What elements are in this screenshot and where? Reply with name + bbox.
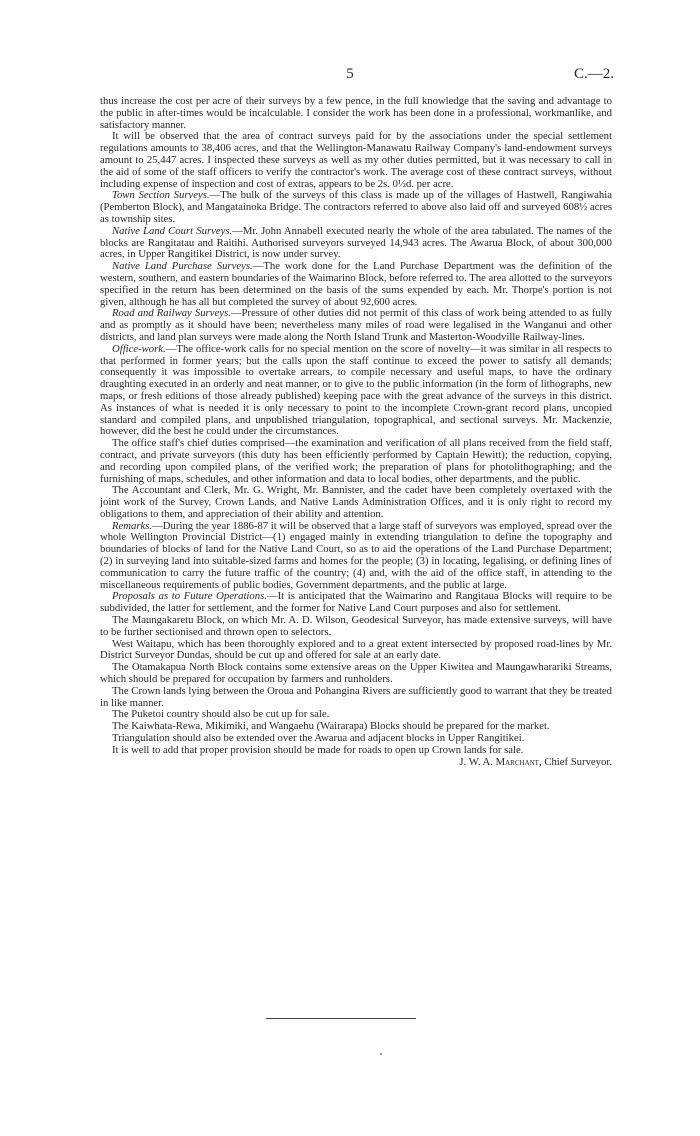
section-heading: Native Land Purchase Surveys. [112, 260, 253, 273]
paragraph: Road and Railway Surveys.—Pressure of other duties did not permit of this class of work being attended to as fully and as promptly as it should have been; nevertheless many miles of road were legalised in the Wanganui and other districts, and land plan surveys were made along the North Island Trunk and Masterton-Woodville Railway-lines. [100, 307, 612, 343]
paragraph: The Puketoi country should also be cut up for sale. [112, 708, 330, 721]
paragraph: Proposals as to Future Operations.—It is anticipated that the Waimarino and Rangitaua Blocks will require to be subdivided, the latter for settlement, and the former for Native Land Court purposes and also for settlement. [100, 590, 612, 615]
section-heading: Proposals as to Future Operations. [112, 590, 267, 603]
paragraph: Native Land Purchase Surveys.—The work done for the Land Purchase Department was the definition of the western, southern, and eastern boundaries of the Waimarino Block, before referred to. The area allotted to the surveyors specified in the return has been determined on the basis of the sums expended by each. Mr. Thorpe's portion is not given, although he has all but completed the survey of about 92,600 acres. [100, 260, 612, 308]
signature [447, 757, 612, 769]
section-heading: Road and Railway Surveys. [112, 307, 231, 320]
paragraph: Remarks.—During the year 1886-87 it will be observed that a large staff of surveyors was employed, spread over the whole Wellington Provincial District—(1) engaged mainly in extending triangulation to define the topography and boundaries of blocks of land for the Native Land Court, so as to aid the operations of the Land Purchase Department; (2) in surveying land into suitable-sized farms and homes for the people; (3) in locating, legalising, or defining lines of communication to carry the future traffic of the country; (4) and, with the aid of the office staff, in attending to the miscellaneous requirements of public bodies, Government departments, and the public at large. [100, 519, 613, 591]
body-text [100, 96, 612, 768]
paragraph: The Crown lands lying between the Oroua and Pohangina Rivers are sufficiently good to warrant that they be treated in like manner. [100, 684, 612, 709]
closing-rule [266, 1018, 416, 1019]
paragraph: Triangulation should also be extended over the Awarua and adjacent blocks in Upper Rangitikei. [112, 732, 525, 745]
paragraph: thus increase the cost per acre of their surveys by a few pence, in the full knowledge that the saving and advantage to the public in after-times would be incalculable. I consider the work has been done in a professional, workmanlike, and satisfactory manner. [100, 95, 612, 131]
paragraph: It will be observed that the area of contract surveys paid for by the associations under the special settlement regulations amounts to 38,406 acres, and that the Wellington-Manawatu Railway Company's land-endowment surveys amount to 25,447 acres. I inspected these surveys as well as my other duties permitted, but it was necessary to call in the aid of some of the staff officers to verify the contractor's work. The average cost of these contract surveys, without including expense of inspection and cost of extras, appears to be 2s. 0½d. per acre. [100, 130, 612, 190]
paragraph: West Waitapu, which has been thoroughly explored and to a great extent intersected by proposed road-lines by Mr. District Surveyor Dundas, should be cut up and offered for sale at an early date. [100, 637, 612, 662]
paragraph: The Accountant and Clerk, Mr. G. Wright, Mr. Bannister, and the cadet have been completely overtaxed with the joint work of the Survey, Crown Lands, and Native Lands Administration Offices, and it is only right to record my obligations to them, and appreciation of their ability and attention. [100, 484, 612, 520]
paragraph: Native Land Court Surveys.—Mr. John Annabell executed nearly the whole of the area tabulated. The names of the blocks are Rangitatau and Raitihi. Authorised surveyors surveyed 14,943 acres. The Awarua Block, of about 300,000 acres, in Upper Rangitikei District, is now under survey. [100, 224, 612, 261]
paragraph: Town Section Surveys.—The bulk of the surveys of this class is made up of the villages of Hastwell, Rangiwahia (Pemberton Block), and Mangatainoka Bridge. The contractors referred to above also laid off and surveyed 608½ acres as township sites. [100, 189, 612, 225]
paragraph: The office staff's chief duties comprised—the examination and verification of all plans received from the field staff, contract, and private surveyors (this duty has been efficiently performed by Captain Hewitt); the reduction, copying, and recording upon compiled plans, of the verified work; the preparation of plans for photolithographing; and the furnishing of maps, schedules, and other information and data to local bodies, other departments, and the public. [100, 437, 612, 485]
section-heading: Town Section Surveys. [112, 189, 210, 202]
paragraph: The Kaiwhata-Rewa, Mikimiki, and Wangaehu (Wairarapa) Blocks should be prepared for the market. [112, 720, 550, 733]
document-reference: C.—2. [573, 66, 614, 82]
section-heading: Native Land Court Surveys. [112, 224, 233, 237]
signature-name: Marchant [495, 755, 539, 768]
paragraph-with-signature: It is well to add that proper provision should be made for roads to open up Crown lands for sale. J. W. A. Marchant, Chief Surveyor. [112, 743, 612, 768]
section-heading: Remarks. [112, 519, 153, 532]
page-number: 5 [346, 66, 354, 82]
signature-initials: J. W. A. [459, 755, 493, 768]
paragraph: Office-work.—The office-work calls for no special mention on the score of novelty—it was similar in all respects to that performed in former years; but the calls upon the staff continue to exceed the power to satisfy all demands; consequently it was impossible to overtake arrears, to compile necessary and useful maps, to have the ordinary draughting executed in an orderly and neat manner, or to give to the public information (in the form of lithographs, new maps, or fresh editions of those already published) keeping pace with the great advance of the surveys in this district. As instances of what is needed it is only necessary to point to the incomplete Crown-grant record plans, uncopied standard and compiled plans, and unpublished triangulation, topographical, and sectional surveys. Mr. Mackenzie, however, did the best he could under the circumstances. [100, 342, 612, 438]
paragraph: The Otamakapua North Block contains some extensive areas on the Upper Kiwitea and Maungawharariki Streams, which should be prepared for occupation by farmers and runholders. [100, 661, 612, 686]
section-heading: Office-work. [112, 342, 166, 355]
page-mark [380, 1053, 382, 1055]
paragraph: The Maungakaretu Block, on which Mr. A. D. Wilson, Geodesical Surveyor, has made extensive surveys, will have to be further sectionised and thrown open to selectors. [100, 614, 612, 638]
signature-title: , Chief Surveyor. [538, 755, 612, 768]
